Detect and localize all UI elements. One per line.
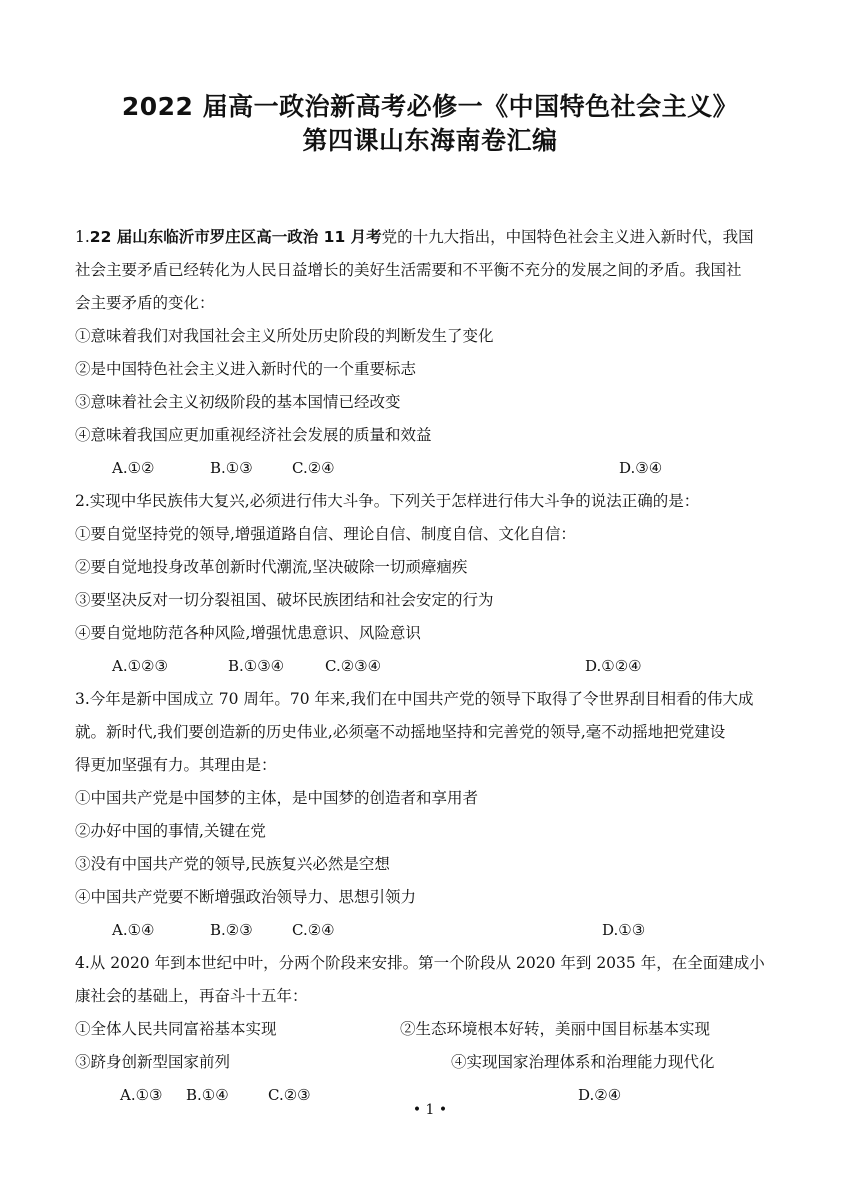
question-4-stem-line1: 4.从 2020 年到本世纪中叶，分两个阶段来安排。第一个阶段从 2020 年到 2035 年，在全面建成小 [75, 954, 765, 972]
question-4-option-b: B.①④ [186, 1086, 229, 1104]
page-number: • 1 • [412, 1102, 448, 1118]
question-2-item-2: ②要自觉地投身改革创新时代潮流,坚决破除一切顽瘴痼疾 [75, 558, 468, 576]
question-2-item-4: ④要自觉地防范各种风险,增强忧患意识、风险意识 [75, 624, 421, 642]
question-2-item-1: ①要自觉坚持党的领导,增强道路自信、理论自信、制度自信、文化自信： [75, 525, 576, 543]
question-number: 1. [75, 228, 90, 246]
question-1-item-2: ②是中国特色社会主义进入新时代的一个重要标志 [75, 360, 417, 378]
question-4-item-2: ②生态环境根本好转，美丽中国目标基本实现 [400, 1020, 711, 1038]
question-source: 22 届山东临沂市罗庄区高一政治 11 月考 [89, 228, 382, 246]
question-4-item-4: ④实现国家治理体系和治理能力现代化 [451, 1053, 715, 1071]
question-4-option-a: A.①③ [120, 1086, 163, 1104]
question-2-item-3: ③要坚决反对一切分裂祖国、破坏民族团结和社会安定的行为 [75, 591, 494, 609]
question-3-item-4: ④中国共产党要不断增强政治领导力、思想引领力 [75, 888, 417, 906]
question-3-item-2: ②办好中国的事情,关键在党 [75, 822, 266, 840]
document-title-line1: 2022 届高一政治新高考必修一《中国特色社会主义》 [121, 92, 739, 121]
question-2-option-c: C.②③④ [325, 657, 382, 675]
question-1-item-3: ③意味着社会主义初级阶段的基本国情已经改变 [75, 393, 401, 411]
question-3-option-b: B.②③ [210, 921, 253, 939]
question-1-stem-line2: 社会主要矛盾已经转化为人民日益增长的美好生活需要和不平衡不充分的发展之间的矛盾。我国社 [75, 261, 742, 279]
question-2-option-b: B.①③④ [228, 657, 285, 675]
question-2-stem-line1: 2.实现中华民族伟大复兴,必须进行伟大斗争。下列关于怎样进行伟大斗争的说法正确的是： [75, 492, 700, 510]
question-4-option-c: C.②③ [268, 1086, 311, 1104]
question-1-option-a: A.①② [112, 459, 155, 477]
question-3-option-c: C.②④ [292, 921, 335, 939]
question-1-stem-line3: 会主要矛盾的变化： [75, 294, 215, 312]
question-3-option-d: D.①③ [602, 921, 646, 939]
question-stem-text: 党的十九大指出，中国特色社会主义进入新时代，我国 [381, 228, 754, 246]
question-4-item-1: ①全体人民共同富裕基本实现 [75, 1020, 277, 1038]
question-3-item-1: ①中国共产党是中国梦的主体，是中国梦的创造者和享用者 [75, 789, 479, 807]
document-title-line2: 第四课山东海南卷汇编 [302, 126, 558, 155]
question-3-stem-line1: 3.今年是新中国成立 70 周年。70 年来,我们在中国共产党的领导下取得了令世界刮目相看的伟大成 [75, 690, 754, 708]
question-1-item-4: ④意味着我国应更加重视经济社会发展的质量和效益 [75, 426, 432, 444]
question-1-option-b: B.①③ [210, 459, 253, 477]
question-4-stem-line2: 康社会的基础上，再奋斗十五年： [75, 987, 308, 1005]
question-3-item-3: ③没有中国共产党的领导,民族复兴必然是空想 [75, 855, 390, 873]
question-4-item-3: ③跻身创新型国家前列 [75, 1053, 231, 1071]
question-1-stem-line1 [75, 226, 754, 248]
question-3-stem-line3: 得更加坚强有力。其理由是： [75, 756, 277, 774]
question-1-item-1: ①意味着我们对我国社会主义所处历史阶段的判断发生了变化 [75, 327, 494, 345]
question-2-option-a: A.①②③ [112, 657, 168, 675]
question-1-option-d: D.③④ [619, 459, 663, 477]
question-3-option-a: A.①④ [112, 921, 155, 939]
question-3-stem-line2: 就。新时代,我们要创造新的历史伟业,必须毫不动摇地坚持和完善党的领导,毫不动摇地把党建设 [75, 723, 726, 741]
question-2-option-d: D.①②④ [585, 657, 642, 675]
question-4-option-d: D.②④ [578, 1086, 622, 1104]
question-1-option-c: C.②④ [292, 459, 335, 477]
